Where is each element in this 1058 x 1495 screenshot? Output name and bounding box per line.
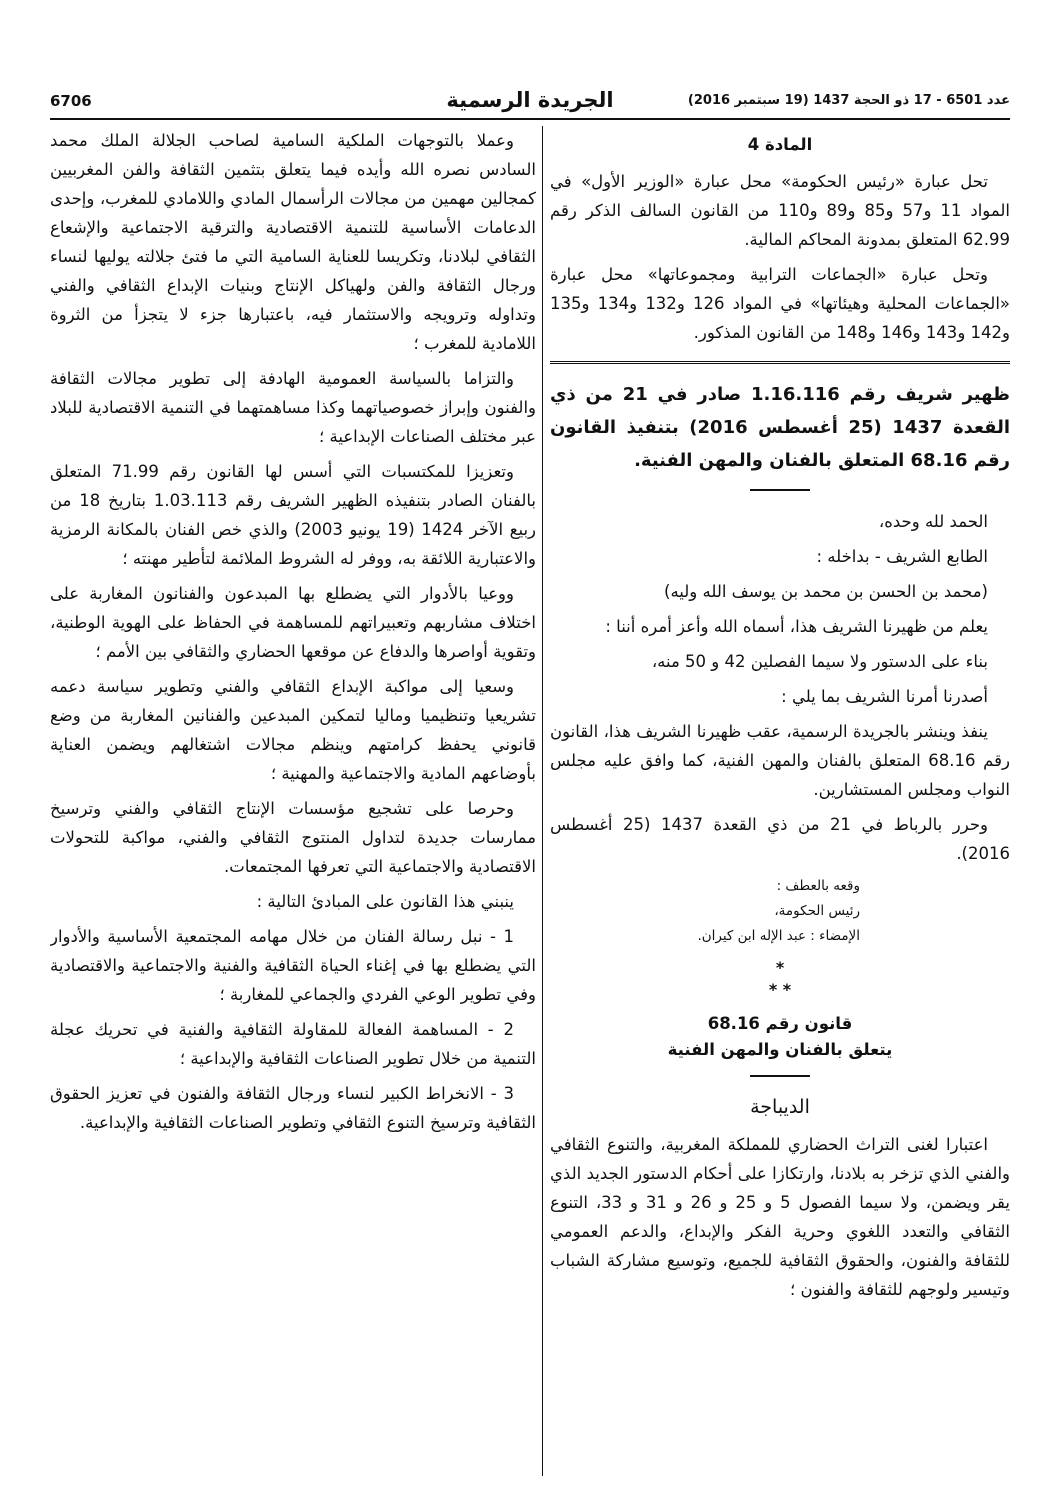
- done-at-line: وحرر بالرباط في 21 من ذي القعدة 1437 (25 أغسطس 2016).: [550, 815, 1010, 863]
- article-paragraph: تحل عبارة «رئيس الحكومة» محل عبارة «الوزير الأول» في المواد 11 و57 و85 و89 و110 من القانون السالف الذكر رقم 62.99 المتعلق بمدونة المحاكم المالية.: [550, 172, 1010, 249]
- basis-line: بناء على الدستور ولا سيما الفصلين 42 و 50 منه،: [651, 652, 988, 671]
- execute-paragraph: ينفذ وينشر بالجريدة الرسمية، عقب ظهيرنا الشريف هذا، القانون رقم 68.16 المتعلق بالفنان والمهن الفنية، كما وافق عليه مجلس النواب ومجلس المستشارين.: [550, 722, 1010, 799]
- body-paragraph: وحرصا على تشجيع مؤسسات الإنتاج الثقافي والفني وترسيخ ممارسات جديدة لتداول المنتوج الثقافي والفني، مواكبة للتحولات الاقتصادية والاجتماعية التي تعرفها المجتمعات.: [50, 799, 536, 876]
- article-title: المادة 4: [747, 135, 813, 154]
- principles-intro: ينبني هذا القانون على المبادئ التالية :: [256, 892, 514, 911]
- cosign-line: وقعه بالعطف :: [776, 878, 860, 894]
- law-number: قانون رقم 68.16: [707, 1014, 853, 1033]
- principle-item: 1 - نبل رسالة الفنان من خلال مهامه المجتمعية الأساسية والأدوار التي يضطلع بها في إغناء الحياة الثقافية والفنية والاجتماعية والاقتصادية وفي تطوير الوعي الفردي والجماعي للمغاربة ؛: [50, 927, 536, 1004]
- star-separator: *: [775, 958, 785, 977]
- short-rule: [750, 1075, 810, 1077]
- principle-item: 3 - الانخراط الكبير لنساء ورجال الثقافة والفنون في تعزيز الحقوق الثقافية وترسيخ التنوع الثقافي وتطوير الصناعات الثقافية والإبداعية.: [50, 1084, 536, 1132]
- signature-line: الإمضاء : عبد الإله ابن كيران.: [697, 928, 860, 944]
- announce-line: يعلم من ظهيرنا الشريف هذا، أسماه الله وأعز أمره أننا :: [605, 617, 988, 636]
- body-paragraph: وسعيا إلى مواكبة الإبداع الثقافي والفني وتطوير سياسة دعمه تشريعيا وتنظيميا وماليا لتمكين المبدعين والفنانين المغاربة من وضع قانوني يحفظ كرامتهم وينظم مجالات اشتغالهم ويضمن العناية بأوضاعهم المادية والاجتماعية والمهنية ؛: [50, 677, 536, 783]
- body-paragraph: وعملا بالتوجهات الملكية السامية لصاحب الجلالة الملك محمد السادس نصره الله وأيده فيما يتعلق بتثمين الثقافة والفن المغربيين كمجالين مهمين من مجالات الرأسمال المادي واللامادي للمغرب، وإحدى الدعامات الأساسية للتنمية الاقتصادية والترقية الاجتماعية والإشعاع الثقافي لبلادنا، وتكريسا للعناية السامية التي ما فتئ جلالته يوليها لنساء ورجال الثقافة والفن ولهياكل الإنتاج وبنيات الإبداع الثقافي والفني وتداوله وترويجه والاستثمار فيه، باعتبارها جزء لا يتجزأ من الثروة اللامادية للمغرب ؛: [50, 131, 536, 353]
- article-paragraph: وتحل عبارة «الجماعات الترابية ومجموعاتها» محل عبارة «الجماعات المحلية وهيئاتها» في المواد 126 و132 و134 و135 و142 و143 و146 و148 من القانون المذكور.: [550, 265, 1010, 342]
- page-number: 6706: [50, 92, 92, 110]
- column-divider: [542, 126, 543, 1476]
- body-paragraph: وتعزيزا للمكتسبات التي أسس لها القانون رقم 71.99 المتعلق بالفنان الصادر بتنفيذه الظهير الشريف رقم 1.03.113 بتاريخ 18 من ربيع الآخر 1424 (19 يونيو 2003) والذي خص الفنان بالمكانة الرمزية والاعتبارية اللائقة به، ووفر له الشروط الملائمة لتأطير مهنته ؛: [50, 462, 536, 568]
- praise-line: الحمد لله وحده،: [878, 512, 988, 531]
- law-subject: يتعلق بالفنان والمهن الفنية: [667, 1040, 893, 1059]
- seal-line: الطابع الشريف - بداخله :: [816, 547, 988, 566]
- page-header: [50, 88, 1010, 120]
- dahir-title: ظهير شريف رقم 1.16.116 صادر في 21 من ذي القعدة 1437 (25 أغسطس 2016) بتنفيذ القانون رقم 68.16 المتعلق بالفنان والمهن الفنية.: [550, 384, 1010, 471]
- preamble-title: الديباجة: [750, 1096, 810, 1118]
- left-column: [50, 126, 536, 1465]
- head-gov-line: رئيس الحكومة،: [774, 903, 860, 919]
- body-paragraph: والتزاما بالسياسة العمومية الهادفة إلى تطوير مجالات الثقافة والفنون وإبراز خصوصياتهما وكذا مساهمتهما في التنمية الاقتصادية للبلاد عبر مختلف الصناعات الإبداعية ؛: [50, 369, 536, 446]
- issued-line: أصدرنا أمرنا الشريف بما يلي :: [781, 687, 988, 706]
- seal-name: (محمد بن الحسن بن محمد بن يوسف الله وليه): [664, 582, 988, 601]
- section-rule: [550, 361, 1010, 364]
- issue-info: عدد 6501 - 17 ذو الحجة 1437 (19 سبتمبر 2016): [687, 93, 1010, 108]
- gazette-title: الجريدة الرسمية: [446, 88, 614, 112]
- body-paragraph: ووعيا بالأدوار التي يضطلع بها المبدعون والفنانون المغاربة على اختلاف مشاربهم وتعبيراتهم للمساهمة في الحفاظ على الهوية الوطنية، وتقوية أواصرها والدفاع عن موقعها الحضاري والثقافي بين الأمم ؛: [50, 584, 536, 661]
- principle-item: 2 - المساهمة الفعالة للمقاولة الثقافية والفنية في تحريك عجلة التنمية من خلال تطوير الصناعات الثقافية والإبداعية ؛: [50, 1020, 536, 1068]
- short-rule: [750, 489, 810, 491]
- right-column: [550, 126, 1010, 1465]
- preamble-paragraph: اعتبارا لغنى التراث الحضاري للمملكة المغربية، والتنوع الثقافي والفني الذي تزخر به بلادنا، وارتكازا على أحكام الدستور الجديد الذي يقر ويضمن، ولا سيما الفصول 5 و 25 و 26 و 31 و 33، التنوع الثقافي والتعدد اللغوي وحرية الفكر والإبداع، والدعم العمومي للثقافة والفنون، والحقوق الثقافية للجميع، وتوسيع مشاركة الشباب وتيسير ولوجهم للثقافة والفنون ؛: [550, 1135, 1010, 1299]
- star-separator: * *: [768, 980, 792, 999]
